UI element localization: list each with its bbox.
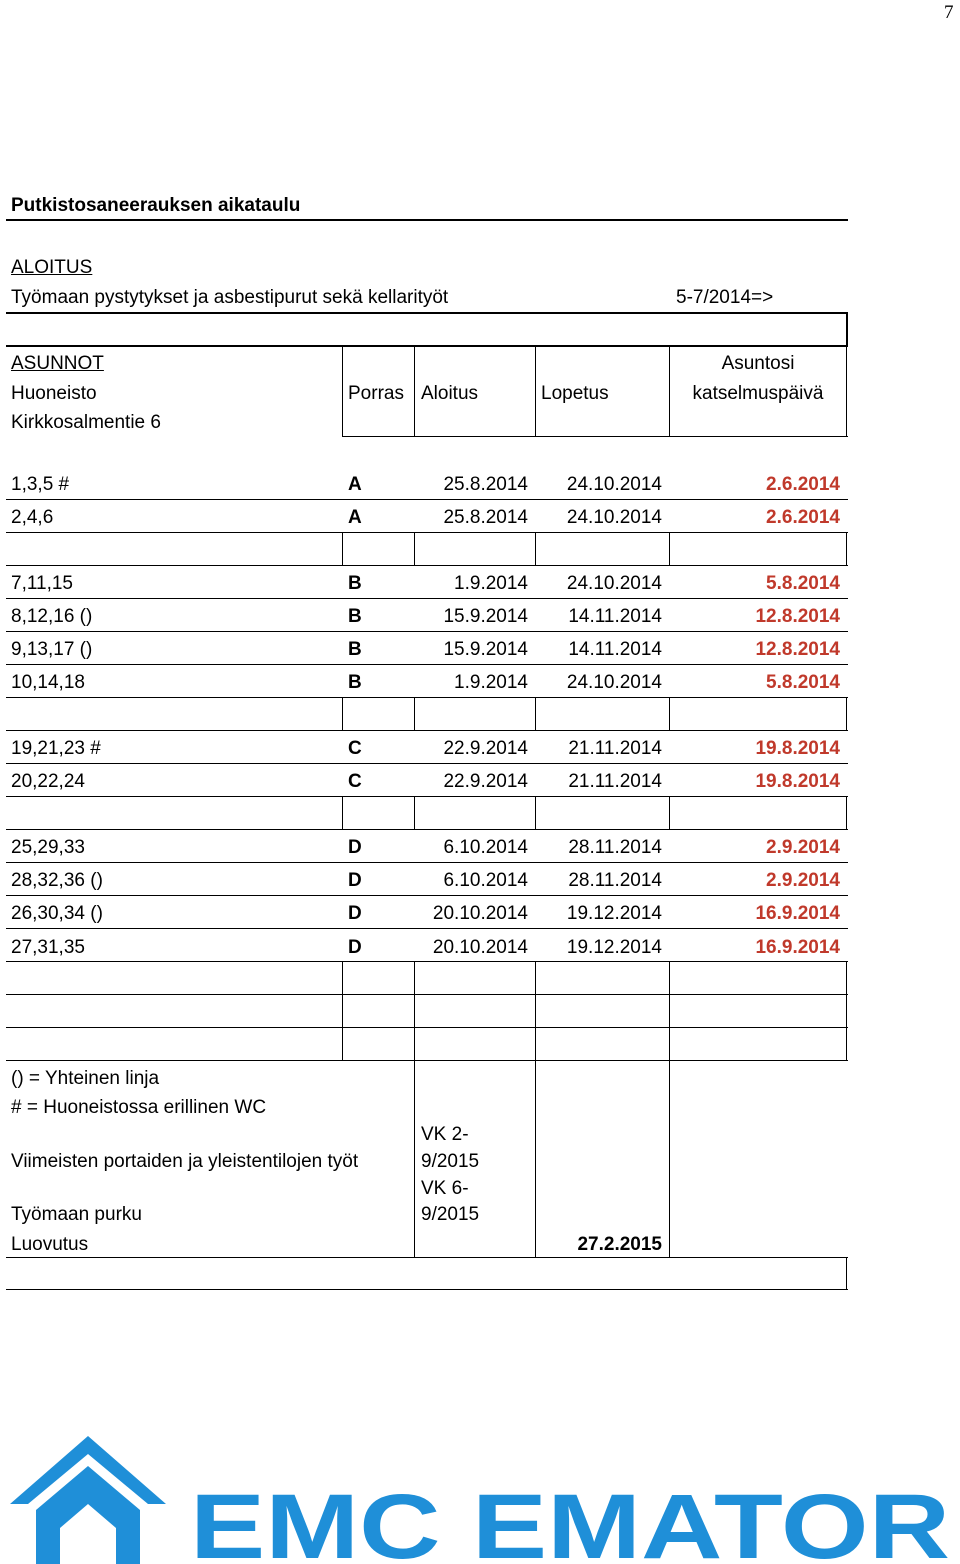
cell-lopetus: 24.10.2014	[566, 672, 662, 693]
cell-katselmus: 5.8.2014	[766, 672, 840, 693]
title-rule	[6, 219, 848, 221]
cell-porras: B	[348, 639, 362, 660]
cell-lopetus: 24.10.2014	[566, 474, 662, 495]
cell-aloitus: 22.9.2014	[443, 771, 528, 792]
cell-huoneisto: 26,30,34 ()	[11, 903, 103, 924]
cell-porras: A	[348, 474, 362, 495]
legend-shared: () = Yhteinen linja	[11, 1068, 160, 1089]
cell-porras: B	[348, 672, 362, 693]
cell-lopetus: 28.11.2014	[568, 837, 662, 858]
cell-aloitus: 1.9.2014	[454, 672, 528, 693]
cell-aloitus: 25.8.2014	[443, 474, 528, 495]
cell-huoneisto: 27,31,35	[11, 937, 85, 958]
cell-katselmus: 12.8.2014	[755, 606, 840, 627]
cell-katselmus: 19.8.2014	[755, 738, 840, 759]
cell-katselmus: 16.9.2014	[755, 937, 840, 958]
cell-huoneisto: 19,21,23 #	[11, 738, 101, 759]
cell-huoneisto: 9,13,17 ()	[11, 639, 93, 660]
cell-lopetus: 24.10.2014	[566, 573, 662, 594]
cell-aloitus: 1.9.2014	[454, 573, 528, 594]
cell-porras: D	[348, 870, 362, 891]
cell-katselmus: 2.9.2014	[766, 870, 840, 891]
header-address: Kirkkosalmentie 6	[11, 412, 161, 433]
header-asunnot: ASUNNOT	[11, 353, 104, 374]
cell-lopetus: 24.10.2014	[566, 507, 662, 528]
header-katselmus-line2: katselmuspäivä	[692, 383, 824, 404]
header-katselmus-line1: Asuntosi	[721, 353, 795, 374]
header-aloitus: Aloitus	[421, 383, 479, 404]
start-period: 5-7/2014=>	[676, 287, 774, 308]
page-title: Putkistosaneerauksen aikataulu	[11, 195, 301, 216]
cell-katselmus: 16.9.2014	[755, 903, 840, 924]
handover-value: 27.2.2015	[577, 1234, 662, 1255]
cell-porras: C	[348, 738, 362, 759]
cell-katselmus: 2.6.2014	[766, 507, 840, 528]
header-porras: Porras	[348, 383, 404, 404]
cell-katselmus: 19.8.2014	[755, 771, 840, 792]
cell-porras: C	[348, 771, 362, 792]
start-description: Työmaan pystytykset ja asbestipurut sekä kellarityöt	[11, 287, 449, 308]
cell-huoneisto: 28,32,36 ()	[11, 870, 103, 891]
cell-huoneisto: 7,11,15	[11, 573, 73, 594]
start-rule	[6, 312, 848, 314]
cell-lopetus: 28.11.2014	[568, 870, 662, 891]
page-number: 7	[944, 2, 954, 23]
logo-wordmark: EMC EMATOR	[190, 1476, 950, 1564]
cell-lopetus: 21.11.2014	[568, 738, 662, 759]
cell-katselmus: 2.6.2014	[766, 474, 840, 495]
cell-katselmus: 5.8.2014	[766, 573, 840, 594]
cell-porras: D	[348, 903, 362, 924]
cell-porras: D	[348, 937, 362, 958]
cell-huoneisto: 25,29,33	[11, 837, 85, 858]
cell-huoneisto: 8,12,16 ()	[11, 606, 93, 627]
teardown-value-line2: 9/2015	[421, 1204, 480, 1225]
cell-katselmus: 12.8.2014	[755, 639, 840, 660]
cell-lopetus: 14.11.2014	[568, 639, 662, 660]
header-lopetus: Lopetus	[541, 383, 609, 404]
cell-aloitus: 6.10.2014	[443, 870, 528, 891]
teardown-label: Työmaan purku	[11, 1204, 142, 1225]
cell-porras: D	[348, 837, 362, 858]
start-heading: ALOITUS	[11, 257, 93, 278]
cell-aloitus: 15.9.2014	[443, 606, 528, 627]
header-huoneisto: Huoneisto	[11, 383, 97, 404]
cell-huoneisto: 2,4,6	[11, 507, 54, 528]
cell-aloitus: 15.9.2014	[443, 639, 528, 660]
cell-lopetus: 21.11.2014	[568, 771, 662, 792]
cell-aloitus: 20.10.2014	[432, 937, 528, 958]
cell-lopetus: 19.12.2014	[566, 903, 662, 924]
cell-lopetus: 19.12.2014	[566, 937, 662, 958]
cell-aloitus: 20.10.2014	[432, 903, 528, 924]
legend-wc: # = Huoneistossa erillinen WC	[11, 1097, 267, 1118]
cell-porras: A	[348, 507, 362, 528]
stairs-value-line1: VK 2-	[421, 1124, 469, 1145]
cell-porras: B	[348, 606, 362, 627]
cell-lopetus: 14.11.2014	[568, 606, 662, 627]
cell-aloitus: 25.8.2014	[443, 507, 528, 528]
cell-aloitus: 6.10.2014	[443, 837, 528, 858]
cell-huoneisto: 10,14,18	[11, 672, 85, 693]
cell-huoneisto: 20,22,24	[11, 771, 85, 792]
cell-huoneisto: 1,3,5 #	[11, 474, 70, 495]
cell-porras: B	[348, 573, 362, 594]
stairs-value-line2: 9/2015	[421, 1151, 480, 1172]
cell-aloitus: 22.9.2014	[443, 738, 528, 759]
handover-label: Luovutus	[11, 1234, 89, 1255]
teardown-value-line1: VK 6-	[421, 1178, 469, 1199]
header-top-rule	[6, 345, 848, 347]
stairs-label: Viimeisten portaiden ja yleistentilojen työt	[11, 1151, 359, 1172]
cell-katselmus: 2.9.2014	[766, 837, 840, 858]
emc-emator-logo	[0, 1424, 960, 1564]
